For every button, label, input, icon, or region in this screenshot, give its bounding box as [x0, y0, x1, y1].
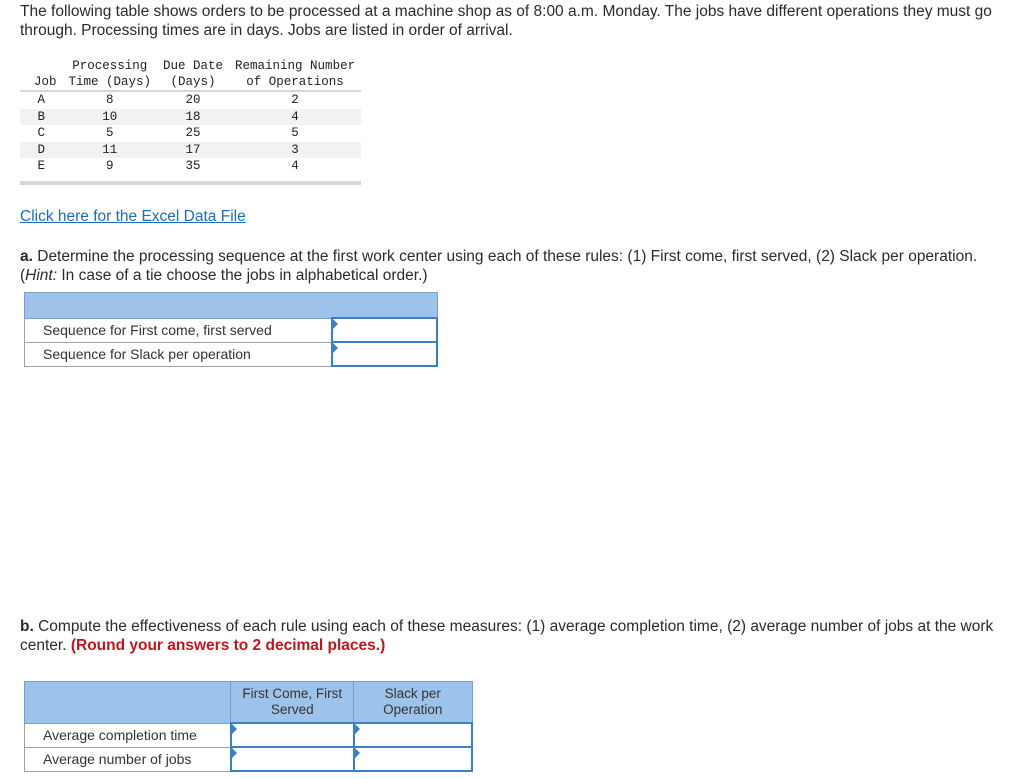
table-row: [20, 125, 361, 142]
processing-time: 9: [63, 158, 158, 183]
sequence-header-cell: [25, 293, 438, 319]
jobs-header-row: [20, 59, 361, 75]
row-label: Sequence for Slack per operation: [25, 342, 332, 366]
col-remaining-header-2: of Operations: [229, 75, 361, 92]
jobs-table: [20, 59, 361, 185]
header-blank-cell: [25, 682, 231, 724]
table-row: [25, 723, 473, 747]
processing-time: 10: [63, 109, 158, 126]
avg-jobs-fcfs-cell[interactable]: [231, 747, 354, 771]
col-job-header-spacer: [20, 59, 63, 75]
hint-label: Hint:: [25, 267, 58, 284]
table-row: [25, 342, 438, 366]
sequence-table-header: [25, 293, 438, 319]
avg-jobs-fcfs-input[interactable]: [232, 751, 353, 767]
rounding-instruction: (Round your answers to 2 decimal places.): [70, 637, 386, 654]
processing-time: 8: [106, 93, 114, 107]
col-processing-header-2: Time (Days): [63, 75, 158, 92]
fcfs-sequence-cell[interactable]: [332, 318, 437, 342]
avg-completion-slack-input[interactable]: [355, 727, 471, 743]
remaining-ops: 4: [229, 158, 361, 183]
job-id: B: [20, 109, 63, 126]
job-id: E: [20, 158, 63, 183]
row-label: Average number of jobs: [25, 747, 231, 771]
job-id: A: [37, 93, 46, 107]
table-row: [25, 747, 473, 771]
problem-intro: The following table shows orders to be processed at a machine shop as of 8:00 a.m. Monday. The jobs have different operations they must go through. Processing times are in days. Jobs are listed in order of arrival.: [20, 3, 992, 39]
fcfs-sequence-input[interactable]: [333, 322, 436, 338]
part-a-hint-text: In case of a tie choose the jobs in alphabetical order.): [57, 267, 428, 284]
job-id: D: [20, 142, 63, 159]
table-row: [20, 158, 361, 183]
due-date: 25: [185, 126, 201, 140]
row-label: Sequence for First come, first served: [25, 318, 332, 342]
col-header-fcfs: First Come, First Served: [231, 682, 354, 724]
col-processing-header: Processing: [63, 59, 158, 75]
table-row: [20, 109, 361, 126]
slack-sequence-cell[interactable]: [332, 342, 437, 366]
processing-time: 11: [63, 142, 158, 159]
avg-completion-fcfs-input[interactable]: [232, 727, 353, 743]
remaining-ops: 5: [291, 126, 299, 140]
sequence-answer-table: [24, 292, 438, 367]
col-header-slack: Slack per Operation: [354, 682, 472, 724]
part-a-letter: a.: [20, 248, 33, 265]
processing-time: 5: [106, 126, 114, 140]
col-due-header: Due Date: [157, 59, 229, 75]
row-label: Average completion time: [25, 723, 231, 747]
remaining-ops: 4: [229, 109, 361, 126]
avg-jobs-slack-cell[interactable]: [354, 747, 472, 771]
col-due-header-2: (Days): [157, 75, 229, 92]
remaining-ops: 2: [291, 93, 299, 107]
effectiveness-table-header: [25, 682, 473, 724]
due-date: 18: [157, 109, 229, 126]
table-row: [20, 142, 361, 159]
table-row: [20, 91, 361, 109]
part-a-question: [20, 247, 1005, 285]
part-b-question: [20, 617, 1005, 655]
col-job-header: Job: [20, 75, 63, 92]
job-id: C: [37, 126, 46, 140]
effectiveness-answer-table: [24, 681, 473, 772]
avg-jobs-slack-input[interactable]: [355, 751, 471, 767]
due-date: 17: [157, 142, 229, 159]
due-date: 20: [185, 93, 201, 107]
part-b-letter: b.: [20, 618, 34, 635]
avg-completion-fcfs-cell[interactable]: [231, 723, 354, 747]
remaining-ops: 3: [229, 142, 361, 159]
jobs-header-row-2: [20, 75, 361, 92]
table-row: [25, 318, 438, 342]
part-a-text: Determine the processing sequence at the first work center using each of these rules: (1) First come, first served, (2) Slack per operation. (: [20, 248, 978, 284]
col-remaining-header: Remaining Number: [229, 59, 361, 75]
avg-completion-slack-cell[interactable]: [354, 723, 472, 747]
due-date: 35: [157, 158, 229, 183]
part-b-text: Compute the effectiveness of each rule using each of these measures: (1) average completion time, (2) average number of jobs at the work center.: [20, 618, 994, 654]
excel-data-link[interactable]: Click here for the Excel Data File: [20, 208, 246, 225]
slack-sequence-input[interactable]: [333, 346, 436, 362]
